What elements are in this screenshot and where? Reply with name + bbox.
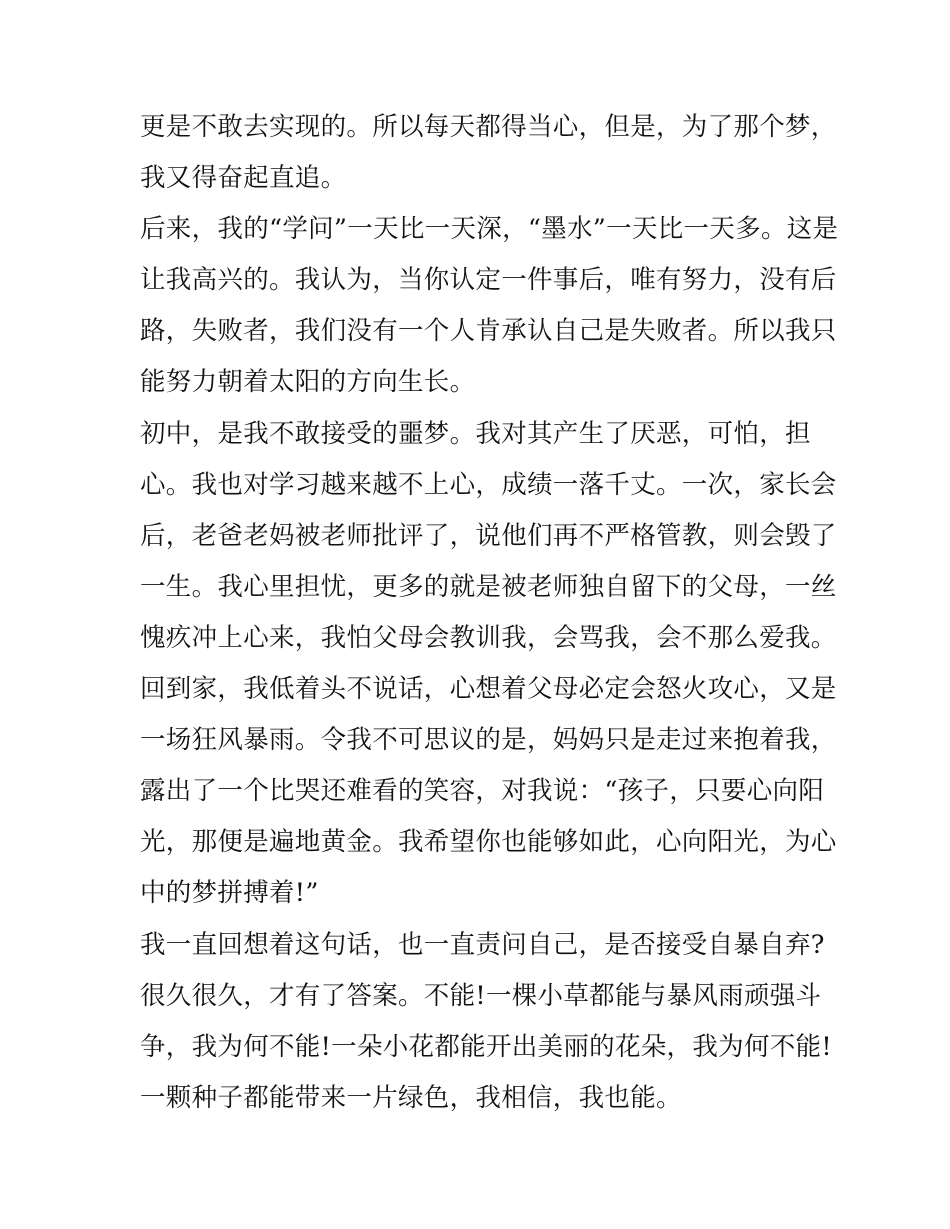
text-line: 光，那便是遍地黄金。我希望你也能够如此，心向阳光，为心 xyxy=(140,827,837,858)
text-line: 能努力朝着太阳的方向生长。 xyxy=(140,367,476,398)
text-line: 心。我也对学习越来越不上心，成绩一落千丈。一次，家长会 xyxy=(140,469,837,500)
text-line: 回到家，我低着头不说话，心想着父母必定会怒火攻心，又是 xyxy=(140,674,837,705)
text-line: 更是不敢去实现的。所以每天都得当心，但是，为了那个梦， xyxy=(140,112,837,142)
text-line: 后，老爸老妈被老师批评了，说他们再不严格管教，则会毁了 xyxy=(140,520,837,551)
text-line: 初中，是我不敢接受的噩梦。我对其产生了厌恶，可怕，担 xyxy=(140,418,811,449)
text-line: 路，失败者，我们没有一个人肯承认自己是失败者。所以我只 xyxy=(140,316,837,347)
text-line: 我一直回想着这句话，也一直责问自己，是否接受自暴自弃? xyxy=(140,929,825,960)
document-body xyxy=(140,102,839,1124)
text-line: 一颗种子都能带来一片绿色，我相信，我也能。 xyxy=(140,1082,682,1113)
text-line: 争，我为何不能!一朵小花都能开出美丽的花朵，我为何不能! xyxy=(140,1031,832,1062)
text-line: 露出了一个比哭还难看的笑容，对我说：“孩子，只要心向阳 xyxy=(140,776,825,807)
text-line: 愧疚冲上心来，我怕父母会教训我，会骂我，会不那么爱我。 xyxy=(140,622,837,653)
text-line: 一生。我心里担忧，更多的就是被老师独自留下的父母，一丝 xyxy=(140,571,837,602)
text-line: 很久很久，才有了答案。不能!一棵小草都能与暴风雨顽强斗 xyxy=(140,980,822,1011)
text-line: 让我高兴的。我认为，当你认定一件事后，唯有努力，没有后 xyxy=(140,265,837,296)
text-line: 一场狂风暴雨。令我不可思议的是，妈妈只是走过来抱着我， xyxy=(140,725,837,756)
text-line: 中的梦拼搏着!” xyxy=(140,878,319,909)
text-line: 后来，我的“学问”一天比一天深，“墨水”一天比一天多。这是 xyxy=(140,214,839,245)
text-line: 我又得奋起直追。 xyxy=(140,163,347,194)
